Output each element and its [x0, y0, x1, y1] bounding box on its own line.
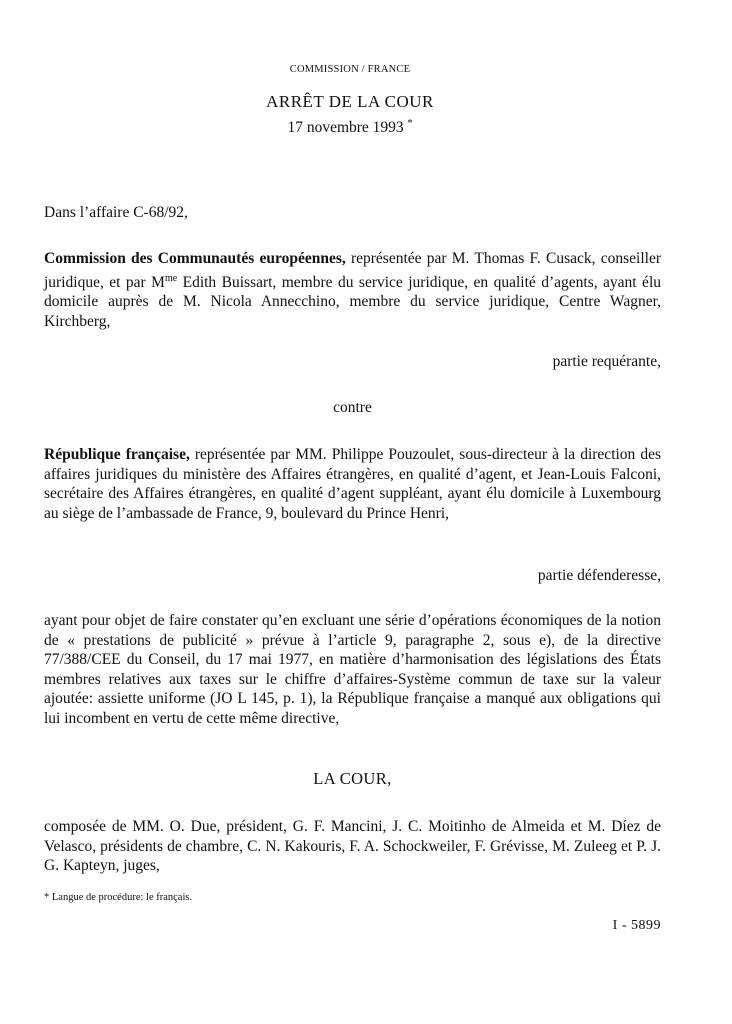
case-intro: Dans l’affaire C-68/92,	[44, 204, 188, 221]
defendant-name: République française,	[44, 446, 190, 463]
judgment-date-text: 17 novembre 1993	[287, 119, 404, 137]
judgment-date	[0, 118, 700, 137]
defendant-paragraph	[44, 445, 661, 523]
court-heading: LA COUR,	[313, 769, 392, 788]
defendant-text: représentée par MM. Philippe Pouzoulet, sous-directeur à la direction des affaires juridiques du ministère des Affaires étrangères, en qualité d’agent, et Jean-Louis Falconi, secrétaire des Affaires étrangères, en qualité d’agent suppléant, ayant élu domicile à Luxembourg au siège de l’ambassade de France, 9, boulevard du Prince Henri,	[44, 446, 661, 522]
versus-label: contre	[333, 399, 372, 416]
applicant-role: partie requérante,	[552, 353, 661, 370]
applicant-name: Commission des Communautés européennes,	[44, 250, 346, 267]
running-head: COMMISSION / FRANCE	[289, 64, 411, 75]
applicant-paragraph	[44, 249, 661, 331]
footnote: * Langue de procédure: le français.	[44, 892, 193, 903]
judgment-title: ARRÊT DE LA COUR	[266, 92, 434, 111]
applicant-text-sup: me	[164, 272, 178, 284]
applicant-text-b: Edith Buissart, membre du service juridique, en qualité d’agents, ayant élu domicile auprès de M. Nicola Annecchino, membre du service juridique, Centre Wagner, Kirchberg,	[44, 273, 661, 330]
object-paragraph: ayant pour objet de faire constater qu’en excluant une série d’opérations économiques de la notion de « prestations de publicité » prévue à l’article 9, paragraphe 2, sous e), de la directive 77/388/CEE du Conseil, du 17 mai 1977, en matière d’harmonisation des législations des États membres relatives aux taxes sur le chiffre d’affaires-Système commun de taxe sur la valeur ajoutée: assiette uniforme (JO L 145, p. 1), la République française a manqué aux obligations qui lui incombent en vertu de cette même directive,	[44, 612, 661, 727]
defendant-role: partie défenderesse,	[537, 567, 661, 584]
applicant-text-a: représentée par M. Thomas F. Cusack, conseiller juridique, et par M	[44, 250, 661, 291]
footnote-marker: *	[407, 118, 413, 129]
composition-paragraph: composée de MM. O. Due, président, G. F. Mancini, J. C. Moitinho de Almeida et M. Díez de Velasco, présidents de chambre, C. N. Kakouris, F. A. Schockweiler, F. Grévisse, M. Zuleeg et P. J. G. Kapteyn, juges,	[44, 818, 661, 874]
page-number: I - 5899	[612, 918, 661, 933]
